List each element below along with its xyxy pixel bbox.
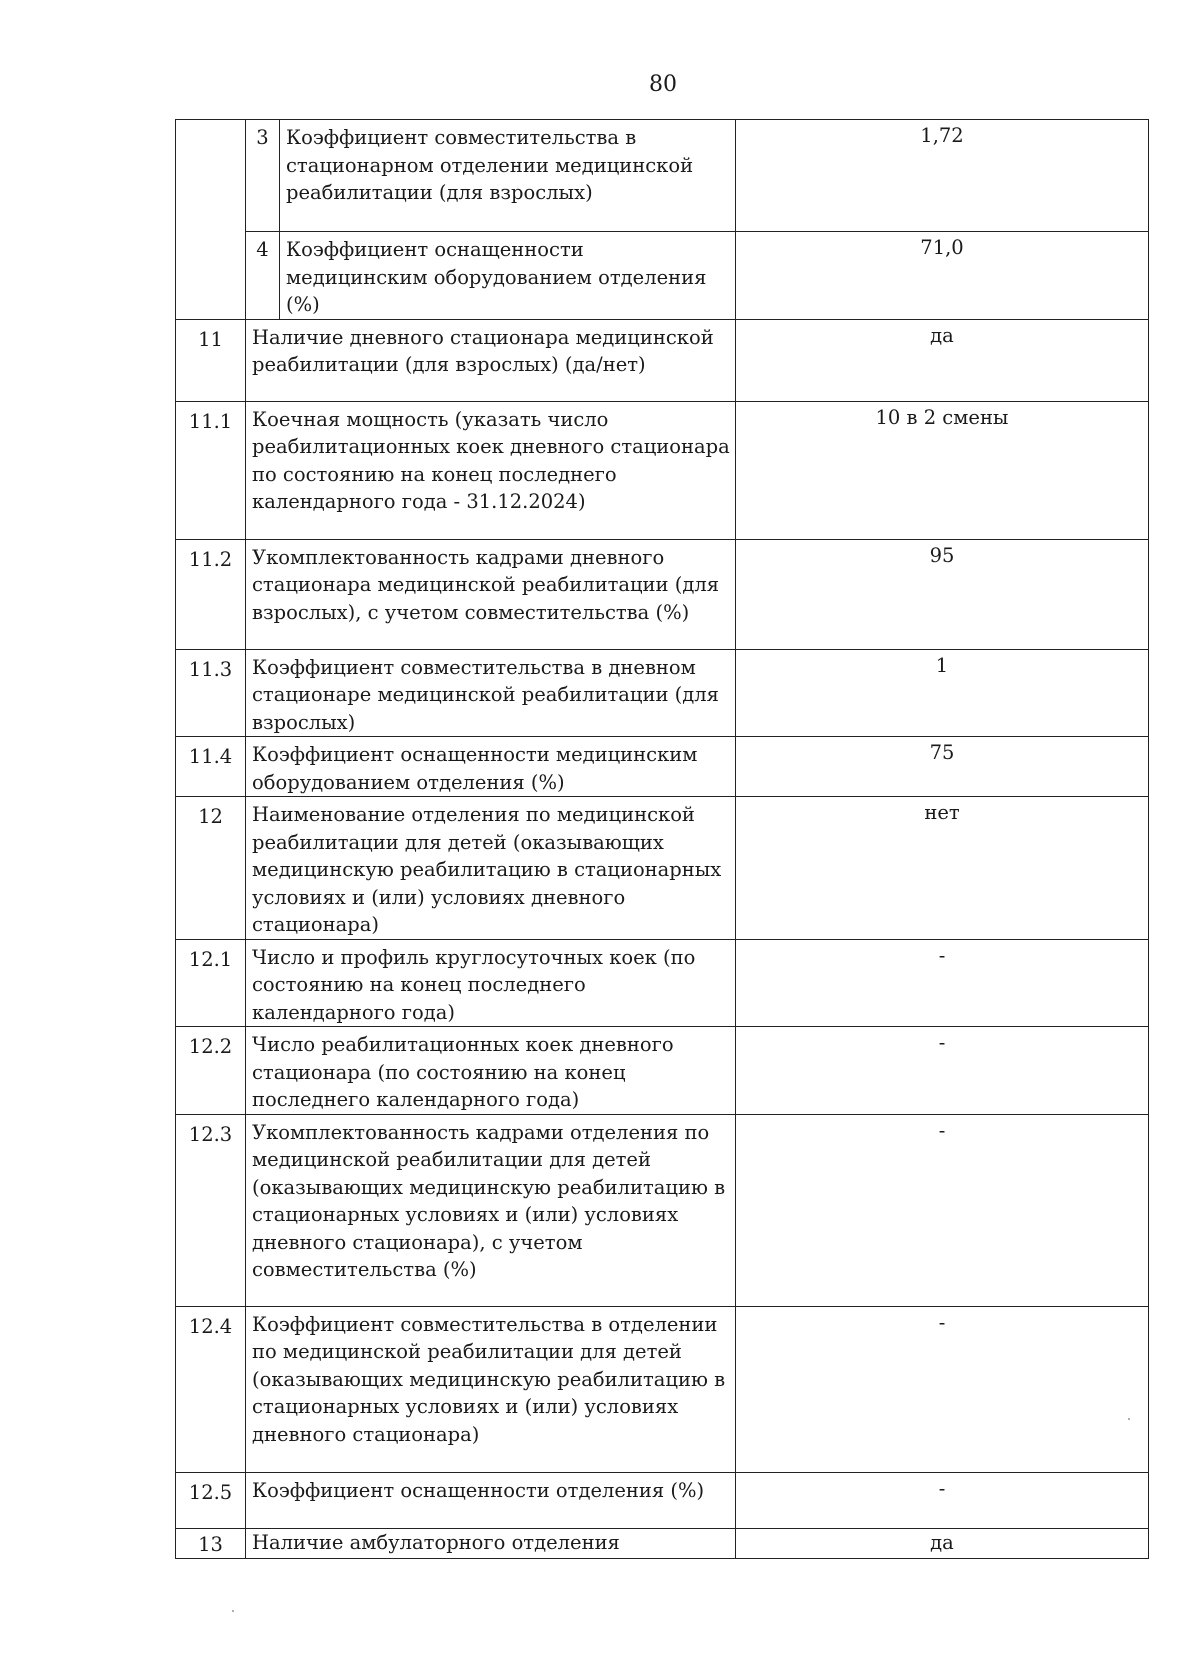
- row-number-cell: 11.4: [176, 737, 246, 797]
- table-row: [176, 1114, 1149, 1306]
- row-number-cell: [176, 232, 246, 320]
- row-description-cell: Число и профиль круглосуточных коек (по состоянию на конец последнего календарного года): [246, 939, 736, 1027]
- row-number-cell: 12.5: [176, 1472, 246, 1528]
- row-number-cell: 12.3: [176, 1114, 246, 1306]
- row-number-cell: 11: [176, 319, 246, 401]
- table-row: [176, 1472, 1149, 1528]
- row-description-cell: Укомплектованность кадрами отделения по медицинской реабилитации для детей (оказывающих медицинскую реабилитацию в стационарных условиях и (или) условиях дневного стационара), с учетом совместительства (%): [246, 1114, 736, 1306]
- page-number: 80: [649, 72, 677, 97]
- table-row: [176, 232, 1149, 320]
- row-number-cell: 12.4: [176, 1306, 246, 1472]
- row-description-cell: Наименование отделения по медицинской реабилитации для детей (оказывающих медицинскую реабилитацию в стационарных условиях и (или) условиях дневного стационара): [246, 797, 736, 940]
- row-description-cell: Наличие дневного стационара медицинской реабилитации (для взрослых) (да/нет): [246, 319, 736, 401]
- row-number-cell: 13: [176, 1528, 246, 1559]
- table-row: [176, 120, 1149, 232]
- table-row: [176, 1528, 1149, 1559]
- row-value-cell: -: [736, 1472, 1149, 1528]
- table-row: [176, 939, 1149, 1027]
- row-value-cell: да: [736, 319, 1149, 401]
- table-row: [176, 649, 1149, 737]
- row-value-cell: -: [736, 1306, 1149, 1472]
- row-value-cell: 71,0: [736, 232, 1149, 320]
- indicators-table: [175, 119, 1149, 1559]
- table-row: [176, 737, 1149, 797]
- row-value-cell: 1,72: [736, 120, 1149, 232]
- row-description-cell: Коэффициент оснащенности отделения (%): [246, 1472, 736, 1528]
- row-value-cell: 75: [736, 737, 1149, 797]
- row-description-cell: Число реабилитационных коек дневного стационара (по состоянию на конец последнего календарного года): [246, 1027, 736, 1115]
- row-description-cell: Коэффициент оснащенности медицинским оборудованием отделения (%): [246, 737, 736, 797]
- table-row: [176, 1027, 1149, 1115]
- row-number-cell: 11.1: [176, 401, 246, 539]
- row-description-cell: Коэффициент совместительства в дневном стационаре медицинской реабилитации (для взрослых): [246, 649, 736, 737]
- row-description-cell: Коэффициент совместительства в стационарном отделении медицинской реабилитации (для взрослых): [280, 120, 736, 232]
- row-subnumber-cell: 4: [246, 232, 280, 320]
- row-number-cell: [176, 120, 246, 232]
- row-value-cell: 10 в 2 смены: [736, 401, 1149, 539]
- row-value-cell: -: [736, 1027, 1149, 1115]
- scan-speck: [1128, 1418, 1130, 1420]
- row-value-cell: нет: [736, 797, 1149, 940]
- row-value-cell: -: [736, 1114, 1149, 1306]
- row-value-cell: да: [736, 1528, 1149, 1559]
- row-value-cell: 1: [736, 649, 1149, 737]
- row-description-cell: Укомплектованность кадрами дневного стационара медицинской реабилитации (для взрослых), с учетом совместительства (%): [246, 539, 736, 649]
- row-number-cell: 12.2: [176, 1027, 246, 1115]
- row-number-cell: 12.1: [176, 939, 246, 1027]
- table-row: [176, 539, 1149, 649]
- row-value-cell: 95: [736, 539, 1149, 649]
- row-description-cell: Коечная мощность (указать число реабилитационных коек дневного стационара по состоянию на конец последнего календарного года - 31.12.2024): [246, 401, 736, 539]
- table-row: [176, 401, 1149, 539]
- row-subnumber-cell: 3: [246, 120, 280, 232]
- table-row: [176, 797, 1149, 940]
- row-number-cell: 12: [176, 797, 246, 940]
- row-number-cell: 11.2: [176, 539, 246, 649]
- scan-speck: [232, 1610, 234, 1612]
- table-row: [176, 319, 1149, 401]
- row-value-cell: -: [736, 939, 1149, 1027]
- row-number-cell: 11.3: [176, 649, 246, 737]
- row-description-cell: Коэффициент оснащенности медицинским оборудованием отделения (%): [280, 232, 736, 320]
- table-row: [176, 1306, 1149, 1472]
- row-description-cell: Коэффициент совместительства в отделении по медицинской реабилитации для детей (оказывающих медицинскую реабилитацию в стационарных условиях и (или) условиях дневного стационара): [246, 1306, 736, 1472]
- row-description-cell: Наличие амбулаторного отделения: [246, 1528, 736, 1559]
